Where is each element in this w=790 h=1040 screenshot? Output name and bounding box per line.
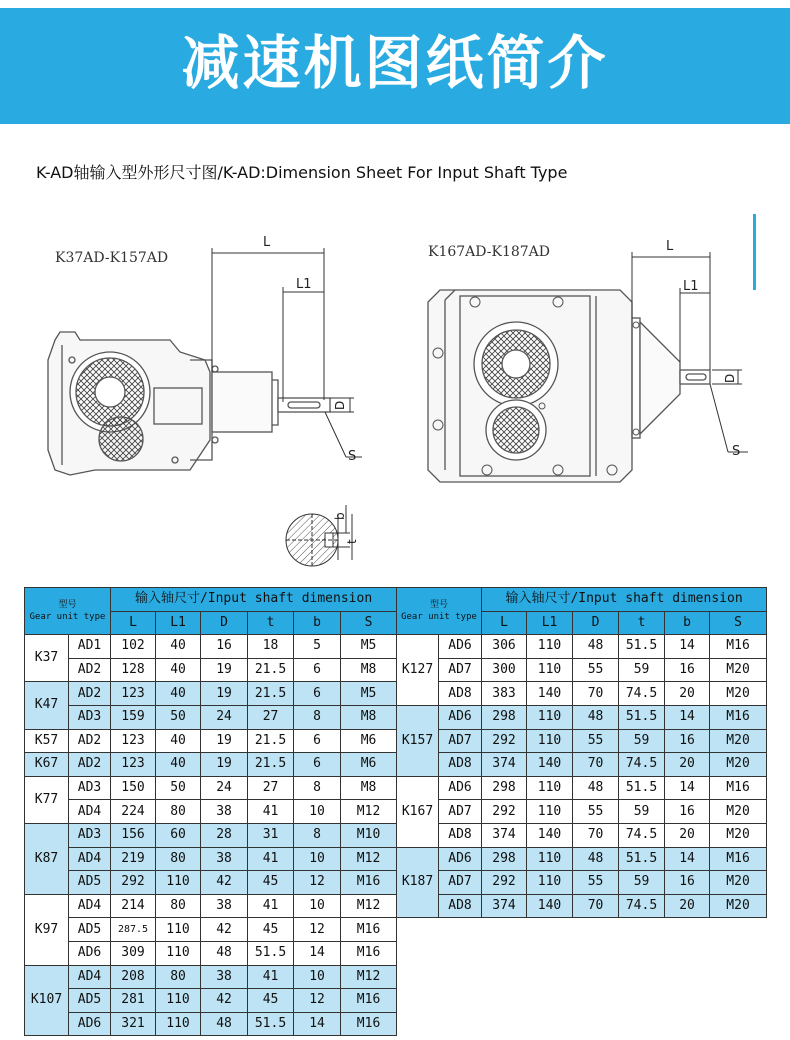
value-cell: 38: [201, 847, 248, 871]
left-gearbox-drawing: [48, 332, 330, 475]
column-header: L1: [527, 611, 573, 635]
value-cell: 110: [527, 635, 573, 659]
right-table-body: [397, 635, 767, 918]
value-cell: 110: [156, 1012, 201, 1036]
right-label-D: D: [723, 373, 737, 383]
table-row: [25, 965, 397, 989]
adapter-cell: AD2: [69, 682, 111, 706]
table-row: [397, 894, 767, 918]
value-cell: 70: [573, 753, 619, 777]
model-cell: K157: [397, 705, 439, 776]
left-table-body: [25, 635, 397, 1036]
value-cell: 6: [294, 658, 341, 682]
value-cell: 41: [248, 800, 294, 824]
value-cell: 10: [294, 894, 341, 918]
value-cell: M20: [710, 753, 767, 777]
column-header: D: [201, 611, 248, 635]
table-row: [25, 635, 397, 659]
table-row: [397, 705, 767, 729]
value-cell: 123: [111, 682, 156, 706]
value-cell: 48: [201, 1012, 248, 1036]
type-header: [397, 588, 482, 635]
value-cell: 140: [527, 894, 573, 918]
value-cell: M12: [341, 800, 397, 824]
value-cell: 51.5: [619, 776, 665, 800]
adapter-cell: AD6: [439, 776, 482, 800]
value-cell: 292: [482, 800, 527, 824]
value-cell: 41: [248, 894, 294, 918]
table-row: [25, 705, 397, 729]
value-cell: 287.5: [111, 918, 156, 942]
value-cell: 8: [294, 823, 341, 847]
type-header-cn: 型号: [58, 600, 77, 611]
table-row: [25, 1012, 397, 1036]
sheet-subtitle: K-AD轴输入型外形尺寸图/K-AD:Dimension Sheet For Input Shaft Type: [36, 163, 568, 182]
value-cell: 110: [156, 941, 201, 965]
value-cell: 8: [294, 776, 341, 800]
page-title: 减速机图纸简介: [181, 29, 609, 97]
value-cell: 42: [201, 871, 248, 895]
value-cell: M12: [341, 894, 397, 918]
value-cell: 16: [665, 871, 710, 895]
value-cell: 42: [201, 989, 248, 1013]
dimension-drawings: [0, 220, 790, 580]
value-cell: 21.5: [248, 658, 294, 682]
value-cell: 6: [294, 729, 341, 753]
value-cell: 102: [111, 635, 156, 659]
value-cell: 5: [294, 635, 341, 659]
title-banner: [0, 8, 790, 124]
value-cell: M10: [341, 823, 397, 847]
value-cell: 24: [201, 705, 248, 729]
value-cell: 20: [665, 823, 710, 847]
value-cell: 300: [482, 658, 527, 682]
adapter-cell: AD5: [69, 918, 111, 942]
value-cell: 309: [111, 941, 156, 965]
dimension-header: 输入轴尺寸/Input shaft dimension: [111, 588, 397, 612]
table-row: [397, 823, 767, 847]
value-cell: 70: [573, 823, 619, 847]
value-cell: M16: [341, 871, 397, 895]
adapter-cell: AD1: [69, 635, 111, 659]
value-cell: 80: [156, 800, 201, 824]
value-cell: 59: [619, 729, 665, 753]
value-cell: 140: [527, 823, 573, 847]
value-cell: M12: [341, 965, 397, 989]
left-model-label: K37AD-K157AD: [55, 250, 169, 266]
value-cell: 18: [248, 635, 294, 659]
model-cell: K127: [397, 635, 439, 706]
model-cell: K77: [25, 776, 69, 823]
table-row: [25, 941, 397, 965]
value-cell: 74.5: [619, 753, 665, 777]
column-header: S: [341, 611, 397, 635]
value-cell: M8: [341, 776, 397, 800]
column-header: S: [710, 611, 767, 635]
left-label-L: L: [263, 235, 271, 250]
value-cell: 19: [201, 658, 248, 682]
value-cell: 40: [156, 753, 201, 777]
value-cell: M20: [710, 658, 767, 682]
value-cell: 14: [665, 705, 710, 729]
value-cell: 74.5: [619, 894, 665, 918]
value-cell: 20: [665, 753, 710, 777]
value-cell: 110: [527, 705, 573, 729]
value-cell: 51.5: [619, 847, 665, 871]
section-label-b: b: [333, 512, 347, 520]
value-cell: 27: [248, 705, 294, 729]
value-cell: 45: [248, 918, 294, 942]
adapter-cell: AD5: [69, 871, 111, 895]
table-row: [25, 658, 397, 682]
adapter-cell: AD4: [69, 894, 111, 918]
value-cell: 128: [111, 658, 156, 682]
model-cell: K107: [25, 965, 69, 1036]
value-cell: 110: [527, 871, 573, 895]
value-cell: 80: [156, 847, 201, 871]
table-row: [25, 847, 397, 871]
value-cell: 19: [201, 753, 248, 777]
value-cell: 10: [294, 965, 341, 989]
table-row: [397, 847, 767, 871]
adapter-cell: AD4: [69, 965, 111, 989]
column-header: L: [482, 611, 527, 635]
model-cell: K97: [25, 894, 69, 965]
model-cell: K87: [25, 823, 69, 894]
value-cell: M20: [710, 729, 767, 753]
adapter-cell: AD5: [69, 989, 111, 1013]
value-cell: 40: [156, 729, 201, 753]
value-cell: M16: [710, 635, 767, 659]
table-row: [25, 989, 397, 1013]
value-cell: 70: [573, 894, 619, 918]
adapter-cell: AD3: [69, 705, 111, 729]
value-cell: 16: [201, 635, 248, 659]
right-model-label: K167AD-K187AD: [428, 244, 551, 260]
value-cell: 214: [111, 894, 156, 918]
table-row: [397, 753, 767, 777]
value-cell: 51.5: [619, 635, 665, 659]
adapter-cell: AD6: [439, 705, 482, 729]
type-header-en: Gear unit type: [401, 612, 477, 623]
table-row: [397, 800, 767, 824]
value-cell: 219: [111, 847, 156, 871]
adapter-cell: AD4: [69, 800, 111, 824]
value-cell: 45: [248, 989, 294, 1013]
adapter-cell: AD6: [439, 847, 482, 871]
value-cell: 48: [573, 847, 619, 871]
adapter-cell: AD6: [69, 1012, 111, 1036]
value-cell: 48: [573, 635, 619, 659]
value-cell: 374: [482, 894, 527, 918]
value-cell: 14: [665, 776, 710, 800]
value-cell: 38: [201, 894, 248, 918]
model-cell: K67: [25, 753, 69, 777]
value-cell: 31: [248, 823, 294, 847]
value-cell: 55: [573, 800, 619, 824]
table-row: [397, 658, 767, 682]
value-cell: M16: [710, 847, 767, 871]
value-cell: 14: [665, 635, 710, 659]
value-cell: 150: [111, 776, 156, 800]
value-cell: 383: [482, 682, 527, 706]
value-cell: 74.5: [619, 682, 665, 706]
value-cell: M16: [710, 776, 767, 800]
value-cell: 40: [156, 682, 201, 706]
value-cell: 20: [665, 682, 710, 706]
value-cell: 40: [156, 635, 201, 659]
value-cell: 12: [294, 918, 341, 942]
right-label-L: L: [666, 239, 674, 254]
value-cell: 16: [665, 658, 710, 682]
value-cell: 55: [573, 658, 619, 682]
adapter-cell: AD7: [439, 871, 482, 895]
value-cell: 24: [201, 776, 248, 800]
value-cell: 110: [527, 658, 573, 682]
value-cell: M20: [710, 800, 767, 824]
value-cell: 224: [111, 800, 156, 824]
value-cell: 374: [482, 823, 527, 847]
value-cell: 110: [156, 918, 201, 942]
value-cell: 21.5: [248, 682, 294, 706]
value-cell: M5: [341, 635, 397, 659]
model-cell: K167: [397, 776, 439, 847]
adapter-cell: AD2: [69, 753, 111, 777]
left-label-L1: L1: [296, 277, 312, 292]
value-cell: M20: [710, 871, 767, 895]
adapter-cell: AD3: [69, 823, 111, 847]
value-cell: 50: [156, 776, 201, 800]
dimension-header: 输入轴尺寸/Input shaft dimension: [482, 588, 767, 612]
value-cell: 19: [201, 682, 248, 706]
value-cell: M8: [341, 658, 397, 682]
value-cell: 59: [619, 871, 665, 895]
value-cell: 51.5: [248, 1012, 294, 1036]
table-row: [397, 776, 767, 800]
table-row: [25, 682, 397, 706]
left-label-S: S: [348, 449, 357, 464]
value-cell: 306: [482, 635, 527, 659]
value-cell: 374: [482, 753, 527, 777]
value-cell: 21.5: [248, 753, 294, 777]
value-cell: 80: [156, 894, 201, 918]
value-cell: 80: [156, 965, 201, 989]
value-cell: 70: [573, 682, 619, 706]
value-cell: 110: [527, 800, 573, 824]
value-cell: 208: [111, 965, 156, 989]
value-cell: 60: [156, 823, 201, 847]
value-cell: 140: [527, 753, 573, 777]
column-header: L1: [156, 611, 201, 635]
value-cell: 55: [573, 729, 619, 753]
value-cell: 16: [665, 800, 710, 824]
value-cell: M16: [341, 1012, 397, 1036]
column-header: t: [248, 611, 294, 635]
section-label-t: t: [345, 539, 359, 544]
value-cell: 59: [619, 800, 665, 824]
value-cell: 123: [111, 753, 156, 777]
value-cell: 10: [294, 847, 341, 871]
value-cell: 156: [111, 823, 156, 847]
table-row: [25, 823, 397, 847]
value-cell: 51.5: [248, 941, 294, 965]
value-cell: 51.5: [619, 705, 665, 729]
value-cell: M16: [341, 989, 397, 1013]
adapter-cell: AD7: [439, 800, 482, 824]
value-cell: 20: [665, 894, 710, 918]
value-cell: 19: [201, 729, 248, 753]
value-cell: 16: [665, 729, 710, 753]
value-cell: 110: [527, 847, 573, 871]
table-row: [397, 729, 767, 753]
value-cell: 14: [665, 847, 710, 871]
dimension-table-right: [396, 587, 767, 918]
column-header: b: [665, 611, 710, 635]
table-row: [397, 635, 767, 659]
value-cell: 14: [294, 1012, 341, 1036]
table-row: [25, 894, 397, 918]
value-cell: M6: [341, 729, 397, 753]
value-cell: 40: [156, 658, 201, 682]
value-cell: M6: [341, 753, 397, 777]
adapter-cell: AD2: [69, 658, 111, 682]
value-cell: M5: [341, 682, 397, 706]
value-cell: 292: [482, 729, 527, 753]
value-cell: 110: [156, 871, 201, 895]
value-cell: 123: [111, 729, 156, 753]
value-cell: 42: [201, 918, 248, 942]
column-header: t: [619, 611, 665, 635]
model-cell: K37: [25, 635, 69, 682]
value-cell: M20: [710, 823, 767, 847]
table-row: [25, 871, 397, 895]
adapter-cell: AD8: [439, 682, 482, 706]
model-cell: K57: [25, 729, 69, 753]
value-cell: 14: [294, 941, 341, 965]
value-cell: 298: [482, 705, 527, 729]
table-row: [25, 776, 397, 800]
column-header: L: [111, 611, 156, 635]
adapter-cell: AD2: [69, 729, 111, 753]
adapter-cell: AD3: [69, 776, 111, 800]
value-cell: 110: [527, 776, 573, 800]
value-cell: 6: [294, 753, 341, 777]
right-label-L1: L1: [683, 279, 699, 294]
value-cell: 12: [294, 871, 341, 895]
value-cell: 27: [248, 776, 294, 800]
adapter-cell: AD4: [69, 847, 111, 871]
value-cell: 12: [294, 989, 341, 1013]
column-header: D: [573, 611, 619, 635]
value-cell: M16: [341, 918, 397, 942]
value-cell: 48: [573, 705, 619, 729]
right-label-S: S: [732, 444, 741, 459]
dimension-table-left: [24, 587, 397, 1036]
model-cell: K187: [397, 847, 439, 918]
value-cell: 10: [294, 800, 341, 824]
value-cell: 110: [527, 729, 573, 753]
value-cell: 38: [201, 965, 248, 989]
value-cell: 50: [156, 705, 201, 729]
type-header: [25, 588, 111, 635]
value-cell: 21.5: [248, 729, 294, 753]
value-cell: 298: [482, 847, 527, 871]
table-row: [397, 682, 767, 706]
model-cell: K47: [25, 682, 69, 729]
value-cell: M16: [341, 941, 397, 965]
value-cell: 55: [573, 871, 619, 895]
value-cell: M8: [341, 705, 397, 729]
value-cell: 298: [482, 776, 527, 800]
value-cell: M12: [341, 847, 397, 871]
value-cell: 48: [573, 776, 619, 800]
adapter-cell: AD7: [439, 729, 482, 753]
adapter-cell: AD8: [439, 823, 482, 847]
right-gearbox-drawing: [428, 290, 710, 482]
adapter-cell: AD7: [439, 658, 482, 682]
value-cell: 292: [482, 871, 527, 895]
value-cell: 159: [111, 705, 156, 729]
value-cell: 292: [111, 871, 156, 895]
value-cell: M20: [710, 894, 767, 918]
value-cell: 48: [201, 941, 248, 965]
value-cell: 38: [201, 800, 248, 824]
value-cell: 110: [156, 989, 201, 1013]
value-cell: 45: [248, 871, 294, 895]
table-row: [25, 753, 397, 777]
type-header-cn: 型号: [430, 600, 449, 611]
value-cell: 28: [201, 823, 248, 847]
value-cell: 140: [527, 682, 573, 706]
table-row: [25, 729, 397, 753]
value-cell: M16: [710, 705, 767, 729]
value-cell: 6: [294, 682, 341, 706]
table-row: [397, 871, 767, 895]
column-header: b: [294, 611, 341, 635]
value-cell: 321: [111, 1012, 156, 1036]
left-label-D: D: [333, 400, 347, 410]
value-cell: 41: [248, 847, 294, 871]
value-cell: 41: [248, 965, 294, 989]
value-cell: M20: [710, 682, 767, 706]
value-cell: 8: [294, 705, 341, 729]
adapter-cell: AD8: [439, 753, 482, 777]
value-cell: 74.5: [619, 823, 665, 847]
adapter-cell: AD8: [439, 894, 482, 918]
table-row: [25, 800, 397, 824]
adapter-cell: AD6: [439, 635, 482, 659]
table-row: [25, 918, 397, 942]
value-cell: 281: [111, 989, 156, 1013]
value-cell: 59: [619, 658, 665, 682]
type-header-en: Gear unit type: [29, 612, 106, 623]
adapter-cell: AD6: [69, 941, 111, 965]
